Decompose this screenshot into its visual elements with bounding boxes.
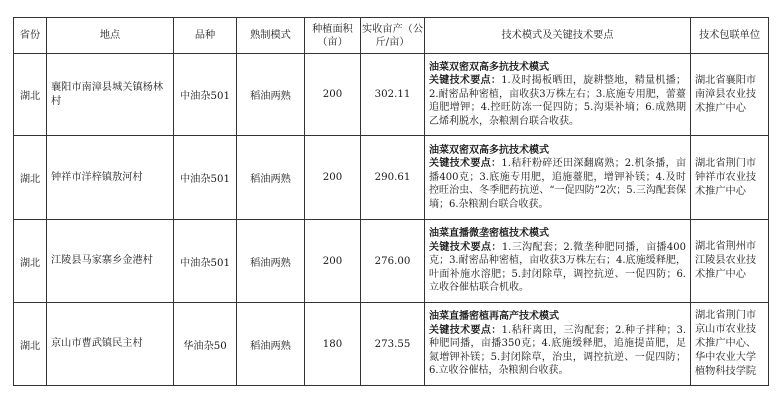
tech-title: 油菜直播微垄密植技术模式 bbox=[429, 228, 549, 240]
tech-lead: 关键技术要点： bbox=[429, 324, 502, 336]
tech-title: 油菜直播密植再高产技术模式 bbox=[429, 311, 559, 323]
cell-yield: 290.61 bbox=[361, 136, 425, 220]
tech-table bbox=[13, 17, 769, 386]
cell-yield: 276.00 bbox=[361, 220, 425, 303]
cell-location: 江陵县马家寨乡金港村 bbox=[47, 220, 174, 303]
cell-mode: 稻油两熟 bbox=[237, 54, 305, 136]
cell-variety: 中油杂501 bbox=[174, 54, 237, 136]
cell-unit: 湖北省荆门市钟祥市农业技术推广中心 bbox=[691, 136, 769, 220]
cell-unit: 湖北省荆州市江陵县农业技术推广中心 bbox=[691, 220, 769, 303]
header-mode: 熟制模式 bbox=[237, 18, 305, 54]
cell-province: 湖北 bbox=[14, 220, 47, 303]
cell-yield: 302.11 bbox=[361, 54, 425, 136]
header-province: 省份 bbox=[14, 18, 47, 54]
cell-location: 襄阳市南漳县城关镇杨林村 bbox=[47, 54, 174, 136]
cell-tech bbox=[425, 54, 691, 136]
table-row bbox=[14, 303, 769, 386]
cell-area: 200 bbox=[305, 136, 361, 220]
tech-body: 1.三沟配套；2.微垄种肥同播，亩播400克；3.耐密品种密植，亩收获3万株左右；4.底施缓释肥，叶面补施水溶肥；5.封闭除草，调控抗逆、一促四防；6.立收谷催枯联合机收。 bbox=[429, 241, 687, 294]
header-row bbox=[14, 18, 769, 54]
cell-unit: 湖北省襄阳市南漳县农业技术推广中心 bbox=[691, 54, 769, 136]
table-row bbox=[14, 220, 769, 303]
cell-unit: 湖北省荆门市京山市农业技术推广中心、华中农业大学植物科技学院 bbox=[691, 303, 769, 386]
tech-body: 1.秸秆粉碎还田深翻腐熟；2.机条播，亩播400克；3.底施专用肥，追施薹肥，增钾补镁；4.及时控旺治虫、冬季肥药抗逆、“一促四防”2次；5.三沟配套保墒；6.杂粮割台联合收获。 bbox=[429, 158, 686, 210]
cell-province: 湖北 bbox=[14, 54, 47, 136]
cell-variety: 中油杂501 bbox=[174, 136, 237, 220]
tech-lead: 关键技术要点： bbox=[429, 158, 502, 170]
table-row bbox=[14, 136, 769, 220]
cell-province: 湖北 bbox=[14, 303, 47, 386]
header-area: 种植面积（亩） bbox=[305, 18, 361, 54]
tech-lead: 关键技术要点： bbox=[429, 75, 502, 87]
cell-location: 钟祥市洋梓镇敖河村 bbox=[47, 136, 174, 220]
cell-variety: 华油杂50 bbox=[174, 303, 237, 386]
table-row bbox=[14, 54, 769, 136]
cell-mode: 稻油两熟 bbox=[237, 303, 305, 386]
cell-tech bbox=[425, 220, 691, 303]
cell-yield: 273.55 bbox=[361, 303, 425, 386]
cell-area: 200 bbox=[305, 220, 361, 303]
tech-body: 1.秸秆离田，三沟配套；2.种子拌种；3.种肥同播，亩播350克；4.底施缓释肥，追施提苗肥，足氮增钾补镁；5.封闭除草，治虫，调控抗逆、一促四防；6.立收谷催枯，杂粮割台收获。 bbox=[429, 324, 687, 377]
tech-title: 油菜双密双高多抗技术模式 bbox=[429, 61, 549, 73]
cell-province: 湖北 bbox=[14, 136, 47, 220]
cell-location: 京山市曹武镇民主村 bbox=[47, 303, 174, 386]
cell-mode: 稻油两熟 bbox=[237, 136, 305, 220]
cell-tech bbox=[425, 303, 691, 386]
header-unit: 技术包联单位 bbox=[691, 18, 769, 54]
header-yield: 实收亩产（公斤/亩） bbox=[361, 18, 425, 54]
cell-area: 200 bbox=[305, 54, 361, 136]
header-tech: 技术模式及关键技术要点 bbox=[425, 18, 691, 54]
header-variety: 品种 bbox=[174, 18, 237, 54]
cell-variety: 中油杂501 bbox=[174, 220, 237, 303]
cell-mode: 稻油两熟 bbox=[237, 220, 305, 303]
cell-tech bbox=[425, 136, 691, 220]
tech-lead: 关键技术要点： bbox=[429, 241, 502, 253]
tech-title: 油菜双密双高多抗技术模式 bbox=[429, 144, 549, 156]
tech-body: 1.及时揭板晒田，旋耕整地，精量机播；2.耐密品种密植，亩收获3万株左右；3.底施专用肥，蕾薹追肥增钾；4.控旺防冻一促四防；5.沟渠补墒；6.成熟期乙烯利脱水，杂粮割台联合收获。 bbox=[429, 75, 687, 127]
header-location: 地点 bbox=[47, 18, 174, 54]
cell-area: 180 bbox=[305, 303, 361, 386]
